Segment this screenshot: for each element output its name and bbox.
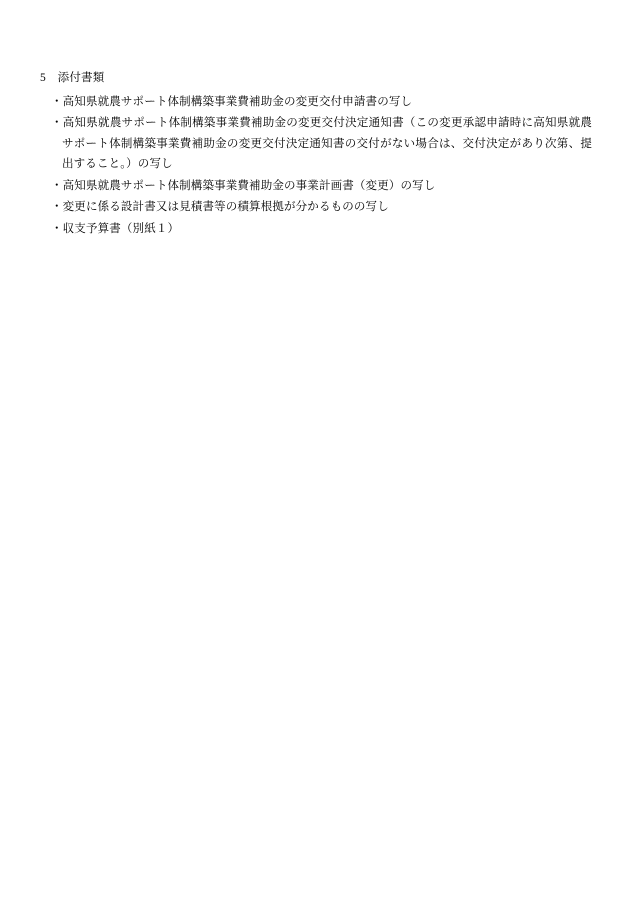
document-body — [40, 70, 592, 240]
bullet-icon: ・ — [51, 95, 63, 108]
list-item-text: 高知県就農サポート体制構築事業費補助金の変更交付申請書の写し — [62, 95, 413, 108]
section-heading: 5 添付書類 — [40, 72, 105, 84]
list-item-text: 高知県就農サポート体制構築事業費補助金の事業計画書（変更）の写し — [62, 179, 436, 192]
list-item — [40, 219, 592, 239]
bullet-icon: ・ — [51, 179, 63, 192]
list-item-text: 変更に係る設計書又は見積書等の積算根拠が分かるものの写し — [62, 201, 389, 214]
list-item-text: 高知県就農サポート体制構築事業費補助金の変更交付決定通知書（この変更承認申請時に高知県就農サポート体制構築事業費補助金の変更交付決定通知書の交付がない場合は、交付決定があり次第、提出すること。）の写し — [62, 117, 592, 171]
list-item-text: 収支予算書（別紙１） — [62, 222, 180, 235]
bullet-icon: ・ — [51, 222, 63, 235]
list-item — [40, 197, 592, 217]
bullet-icon: ・ — [51, 201, 63, 214]
attachment-list — [40, 92, 592, 239]
list-item — [40, 176, 592, 196]
list-item — [40, 92, 592, 112]
list-item — [40, 113, 592, 174]
bullet-icon: ・ — [51, 117, 63, 130]
